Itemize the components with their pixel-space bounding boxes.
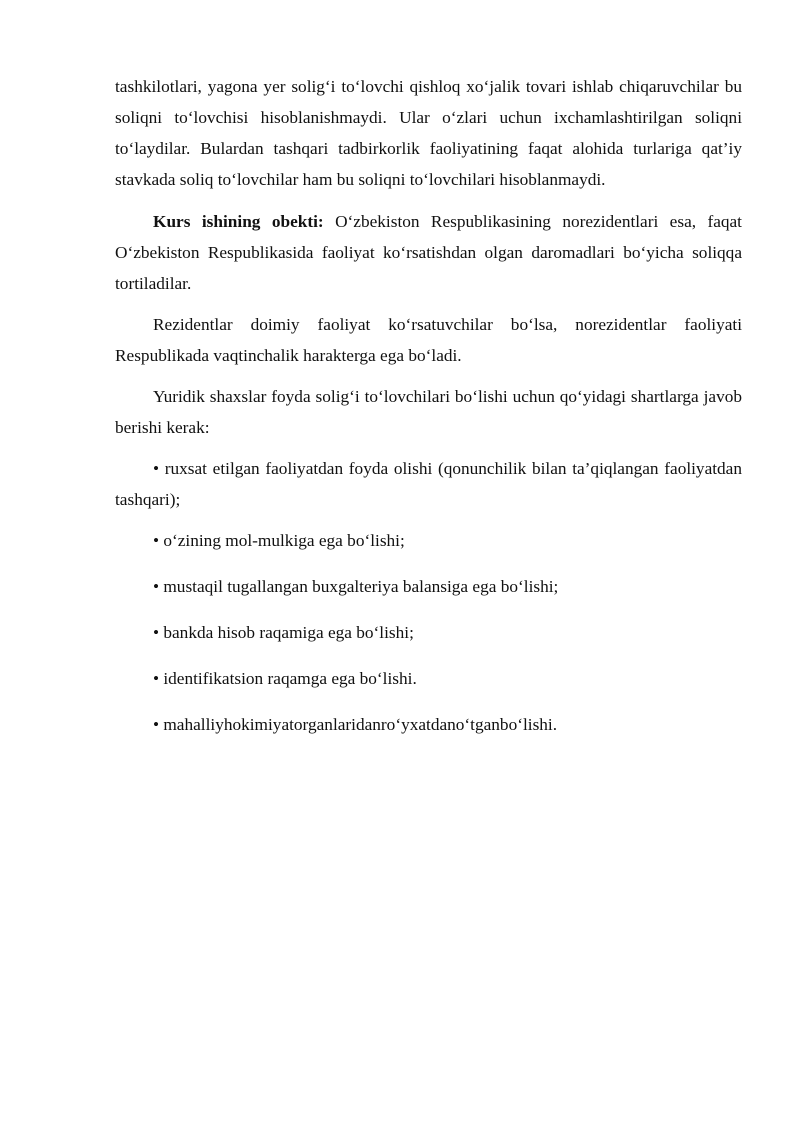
list-item: • mahalliyhokimiyatorganlaridanro‘yxatdano‘tganbo‘lishi. xyxy=(153,715,558,734)
document-page xyxy=(115,71,742,755)
paragraph-conditions: Yuridik shaxslar foyda solig‘i to‘lovchilari bo‘lishi uchun qo‘yidagi shartlarga javob berishi kerak: xyxy=(115,387,742,437)
list-item: • identifikatsion raqamga ega bo‘lishi. xyxy=(153,669,417,688)
list-item: • o‘zining mol-mulkiga ega bo‘lishi; xyxy=(153,531,405,550)
paragraph-intro: tashkilotlari, yagona yer solig‘i to‘lovchi qishloq xo‘jalik tovari ishlab chiqaruvchilar bu soliqni to‘lovchisi hisoblanishmaydi. Ular o‘zlari uchun ixchamlashtirilgan soliqni to‘laydilar. Bulardan tashqari tadbirkorlik faoliyatining faqat alohida turlariga qat’iy stavkada soliq to‘lovchilar ham bu soliqni to‘lovchilari hisoblanmaydi. xyxy=(115,77,742,189)
list-item: • bankda hisob raqamiga ega bo‘lishi; xyxy=(153,623,414,642)
course-object-heading: Kurs ishining obekti: xyxy=(153,212,324,231)
paragraph-residents: Rezidentlar doimiy faoliyat ko‘rsatuvchilar bo‘lsa, norezidentlar faoliyati Respublikada vaqtinchalik harakterga ega bo‘ladi. xyxy=(115,315,742,365)
paragraph-course-object xyxy=(115,206,742,299)
list-item: • ruxsat etilgan faoliyatdan foyda olishi (qonunchilik bilan ta’qiqlangan faoliyatdan tashqari); xyxy=(115,459,742,509)
course-object-text: O‘zbekiston Respublikasining norezidentlari esa, faqat O‘zbekiston Respublikasida faoliyat ko‘rsatishdan olgan daromadlari bo‘yicha soliqqa tortiladilar. xyxy=(115,212,742,293)
list-item: • mustaqil tugallangan buxgalteriya balansiga ega bo‘lishi; xyxy=(153,577,559,596)
